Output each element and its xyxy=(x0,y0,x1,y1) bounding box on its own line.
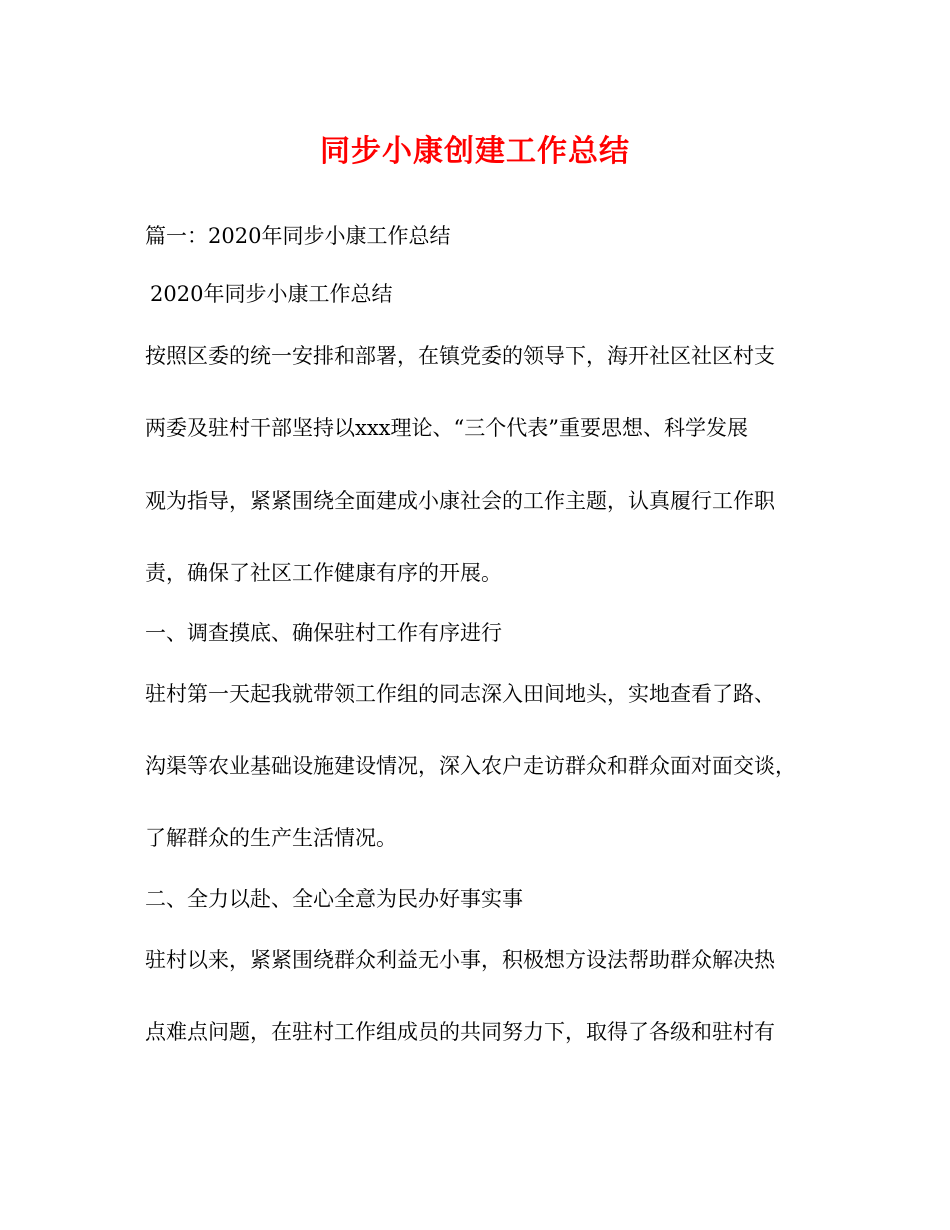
body-line: 驻村第一天起我就带领工作组的同志深入田间地头，实地查看了路、 xyxy=(145,682,775,706)
document-title: 同步小康创建工作总结 xyxy=(320,134,630,169)
body-line: 沟渠等农业基础设施建设情况，深入农户走访群众和群众面对面交谈， xyxy=(145,754,796,778)
section-heading: 篇一：2020年同步小康工作总结 xyxy=(145,224,451,248)
body-line: 驻村以来，紧紧围绕群众利益无小事，积极想方设法帮助群众解决热 xyxy=(145,948,775,972)
body-line: 观为指导，紧紧围绕全面建成小康社会的工作主题，认真履行工作职 xyxy=(145,489,775,513)
subtitle-line: 2020年同步小康工作总结 xyxy=(150,282,393,306)
body-line: 责，确保了社区工作健康有序的开展。 xyxy=(145,561,502,585)
body-line: 了解群众的生产生活情况。 xyxy=(145,826,397,850)
section-heading: 二、全力以赴、全心全意为民办好事实事 xyxy=(145,887,523,911)
body-line: 点难点问题，在驻村工作组成员的共同努力下，取得了各级和驻村有 xyxy=(145,1020,775,1044)
body-line: 按照区委的统一安排和部署，在镇党委的领导下，海开社区社区村支 xyxy=(145,344,775,368)
body-line: 两委及驻村干部坚持以xxx理论、“三个代表”重要思想、科学发展 xyxy=(145,416,748,440)
section-heading: 一、调查摸底、确保驻村工作有序进行 xyxy=(145,621,502,645)
